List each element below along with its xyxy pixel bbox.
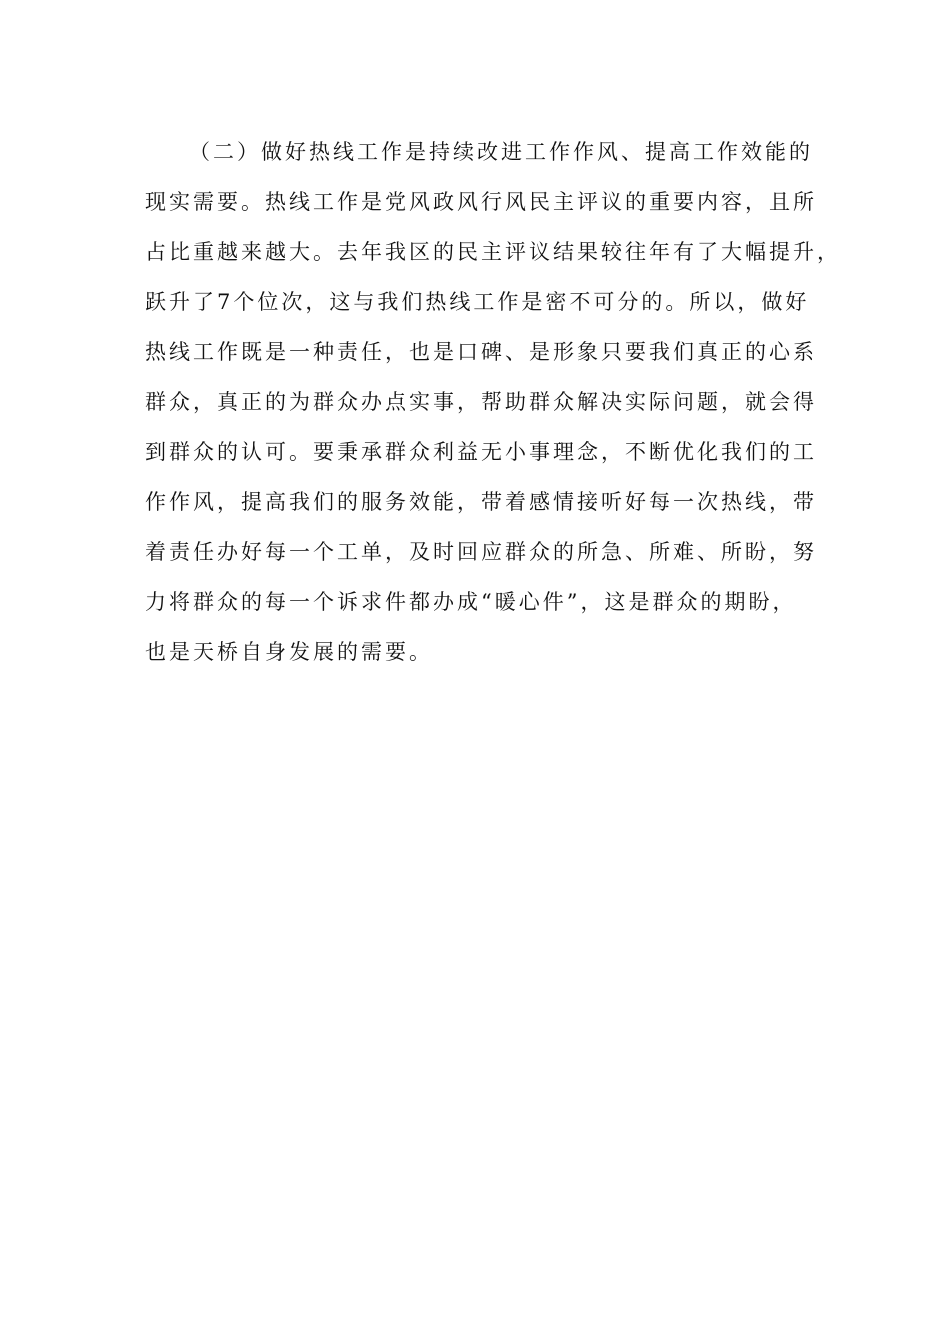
paragraph-line-5: 热线工作既是一种责任，也是口碑、是形象只要我们真正的心系 — [145, 340, 817, 364]
paragraph-line-4: 跃升了7个位次，这与我们热线工作是密不可分的。所以，做好 — [145, 290, 810, 314]
paragraph-line-8: 作作风，提高我们的服务效能，带着感情接听好每一次热线，带 — [145, 490, 817, 514]
paragraph-line-9: 着责任办好每一个工单，及时回应群众的所急、所难、所盼，努 — [145, 540, 817, 564]
body-paragraph — [145, 127, 841, 677]
paragraph-line-2: 现实需要。热线工作是党风政风行风民主评议的重要内容，且所 — [145, 190, 817, 214]
paragraph-line-6: 群众，真正的为群众办点实事，帮助群众解决实际问题，就会得 — [145, 390, 817, 414]
paragraph-line-11: 也是天桥自身发展的需要。 — [145, 640, 433, 664]
paragraph-line-7: 到群众的认可。要秉承群众利益无小事理念，不断优化我们的工 — [145, 440, 817, 464]
paragraph-line-1: （二）做好热线工作是持续改进工作作风、提高工作效能的 — [189, 140, 813, 164]
paragraph-line-10: 力将群众的每一个诉求件都办成“暖心件”，这是群众的期盼， — [145, 590, 797, 614]
paragraph-line-3: 占比重越来越大。去年我区的民主评议结果较往年有了大幅提升， — [145, 240, 841, 264]
